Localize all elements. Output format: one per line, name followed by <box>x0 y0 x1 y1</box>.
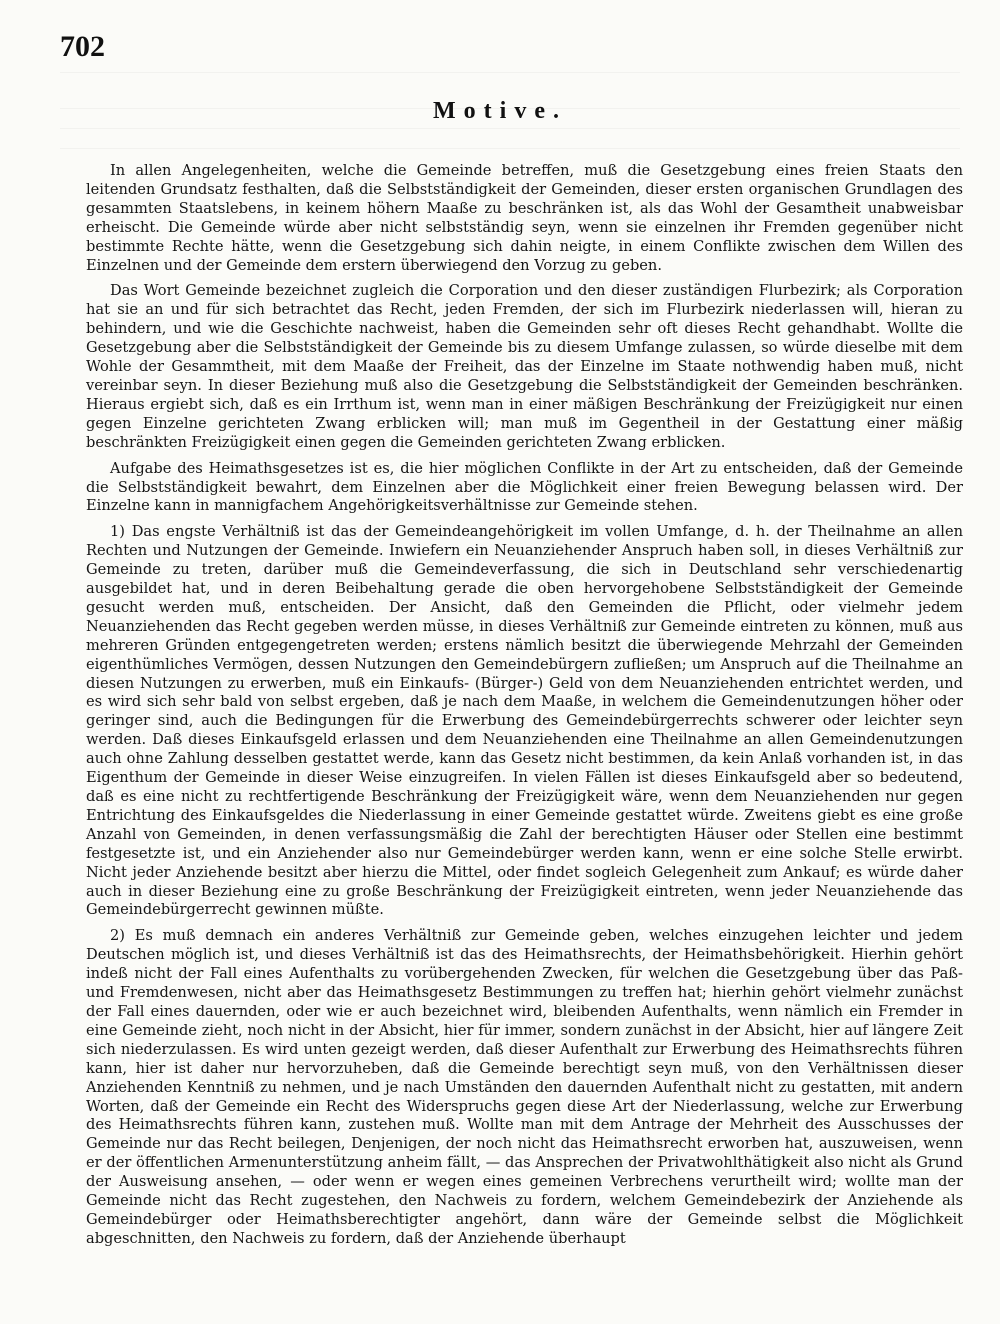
bleed-through-line <box>60 72 960 73</box>
page-number: 702 <box>60 30 105 63</box>
paragraph: 1) Das engste Verhältniß ist das der Gemeindeangehörigkeit im vollen Umfange, d. h. der Theilnahme an allen Rechten und Nutzungen der Gemeinde. Inwiefern ein Neuanziehender Anspruch haben soll, in dieses Verhältniß zur Gemeinde zu treten, darüber muß die Gemeindeverfassung, die sich in Deutschland sehr verschiedenartig ausgebildet hat, und in deren Beibehaltung gerade die oben hervorgehobene Selbstständigkeit der Gemeinde gesucht werden muß, entscheiden. Der Ansicht, daß den Gemeinden die Pflicht, oder vielmehr jedem Neuanziehenden das Recht gegeben werden müsse, in dieses Verhältniß zur Gemeinde eintreten zu können, muß aus mehreren Gründen entgegengetreten werden; erstens nämlich besitzt die überwiegende Mehrzahl der Gemeinden eigenthümliches Vermögen, dessen Nutzungen den Gemeindebürgern zufließen; um Anspruch auf die Theilnahme an diesen Nutzungen zu erwerben, muß ein Einkaufs- (Bürger-) Geld von dem Neuanziehenden entrichtet werden, und es wird sich sehr bald von selbst ergeben, daß je nach dem Maaße, in welchem die Gemeindenutzungen höher oder geringer sind, auch die Bedingungen für die Erwerbung des Gemeindebürgerrechts schwerer oder leichter seyn werden. Daß dieses Einkaufsgeld erlassen und dem Neuanziehenden eine Theilnahme an allen Gemeindenutzungen auch ohne Zahlung desselben gestattet werde, kann das Gesetz nicht bestimmen, da kein Anlaß vorhanden ist, in das Eigenthum der Gemeinde in dieser Weise einzugreifen. In vielen Fällen ist dieses Einkaufsgeld aber so bedeutend, daß es eine nicht zu rechtfertigende Beschränkung der Freizügigkeit wäre, wenn dem Neuanziehenden nur gegen Entrichtung des Einkaufsgeldes die Niederlassung in einer Gemeinde gestattet würde. Zweitens giebt es eine große Anzahl von Gemeinden, in denen verfassungsmäßig die Zahl der berechtigten Häuser oder Stellen eine bestimmt festgesetzte ist, und ein Anziehender also nur Gemeindebürger werden kann, wenn er eine solche Stelle erwirbt. Nicht jeder Anziehende besitzt aber hierzu die Mittel, oder findet sogleich Gelegenheit zum Ankauf; es würde daher auch in dieser Beziehung eine zu große Beschränkung der Freizügigkeit eintreten, wenn jeder Neuanziehende das Gemeindebürgerrecht gewinnen müßte. <box>86 523 963 919</box>
bleed-through-line <box>60 128 960 129</box>
page-heading: Motive. <box>433 98 567 124</box>
bleed-through-line <box>60 148 960 149</box>
paragraph: Das Wort Gemeinde bezeichnet zugleich die Corporation und den dieser zuständigen Flurbezirk; als Corporation hat sie an und für sich betrachtet das Recht, jeden Fremden, der sich im Flurbezirk niederlassen will, hieran zu behindern, und wie die Geschichte nachweist, haben die Gemeinden sehr oft dieses Recht gehandhabt. Wollte die Gesetzgebung aber die Selbstständigkeit der Gemeinde bis zu diesem Umfange zulassen, so würde dieselbe mit dem Wohle der Gesammtheit, mit dem Maaße der Freiheit, das der Einzelne im Staate nothwendig haben muß, nicht vereinbar seyn. In dieser Beziehung muß also die Gesetzgebung die Selbstständigkeit der Gemeinden beschränken. Hieraus ergiebt sich, daß es ein Irrthum ist, wenn man in einer mäßigen Beschränkung der Freizügigkeit nur einen gegen Einzelne gerichteten Zwang erblicken will; man muß im Gegentheil in der Gestattung einer mäßig beschränkten Freizügigkeit einen gegen die Gemeinden gerichteten Zwang erblicken. <box>86 282 963 451</box>
paragraph: In allen Angelegenheiten, welche die Gemeinde betreffen, muß die Gesetzgebung eines freien Staats den leitenden Grundsatz festhalten, daß die Selbstständigkeit der Gemeinden, dieser ersten organischen Grundlagen des gesammten Staatslebens, in keinem höhern Maaße zu beschränken ist, als das Wohl der Gesamtheit unabweisbar erheischt. Die Gemeinde würde aber nicht selbstständig seyn, wenn sie einzelnen ihr Fremden gegenüber nicht bestimmte Rechte hätte, wenn die Gesetzgebung sich dahin neigte, in einem Conflikte zwischen dem Willen des Einzelnen und der Gemeinde dem erstern überwiegend den Vorzug zu geben. <box>86 162 963 274</box>
paragraph: 2) Es muß demnach ein anderes Verhältniß zur Gemeinde geben, welches einzugehen leichter und jedem Deutschen möglich ist, und dieses Verhältniß ist das des Heimathsrechts, der Heimathsbehörigkeit. Hierhin gehört indeß nicht der Fall eines Aufenthalts zu vorübergehenden Zwecken, für welchen die Gesetzgebung über das Paß- und Fremdenwesen, nicht aber das Heimathsgesetz Bestimmungen zu treffen hat; hierhin gehört vielmehr zunächst der Fall eines dauernden, oder wie er auch bezeichnet wird, bleibenden Aufenthalts, wenn nämlich ein Fremder in eine Gemeinde zieht, noch nicht in der Absicht, hier für immer, sondern zunächst in der Absicht, hier auf längere Zeit sich niederzulassen. Es wird unten gezeigt werden, daß dieser Aufenthalt zur Erwerbung des Heimathsrechts führen kann, hier ist daher nur hervorzuheben, daß die Gemeinde berechtigt seyn muß, von den Verhältnissen dieser Anziehenden Kenntniß zu nehmen, und je nach Umständen den dauernden Aufenthalt nicht zu gestatten, mit andern Worten, daß der Gemeinde ein Recht des Widerspruchs gegen diese Art der Niederlassung, welche zur Erwerbung des Heimathsrechts führen kann, zustehen muß. Wollte man mit dem Antrage der Mehrheit des Ausschusses der Gemeinde nur das Recht beilegen, Denjenigen, der noch nicht das Heimathsrecht erworben hat, auszuweisen, wenn er der öffentlichen Armenunterstützung anheim fällt, — das Ansprechen der Privatwohlthätigkeit also nicht als Grund der Ausweisung ansehen, — oder wenn er wegen eines gemeinen Verbrechens verurtheilt wird; wollte man der Gemeinde nicht das Recht zugestehen, den Nachweis zu fordern, welchem Gemeindebezirk der Anziehende als Gemeindebürger oder Heimathsberechtigter angehört, dann wäre der Gemeinde selbst die Möglichkeit abgeschnitten, den Nachweis zu fordern, daß der Anziehende überhaupt <box>86 927 963 1247</box>
document-body <box>86 162 963 1249</box>
paragraph: Aufgabe des Heimathsgesetzes ist es, die hier möglichen Conflikte in der Art zu entscheiden, daß der Gemeinde die Selbstständigkeit bewahrt, dem Einzelnen aber die Möglichkeit einer freien Bewegung belassen wird. Der Einzelne kann in mannigfachem Angehörigkeitsverhältnisse zur Gemeinde stehen. <box>86 459 963 515</box>
